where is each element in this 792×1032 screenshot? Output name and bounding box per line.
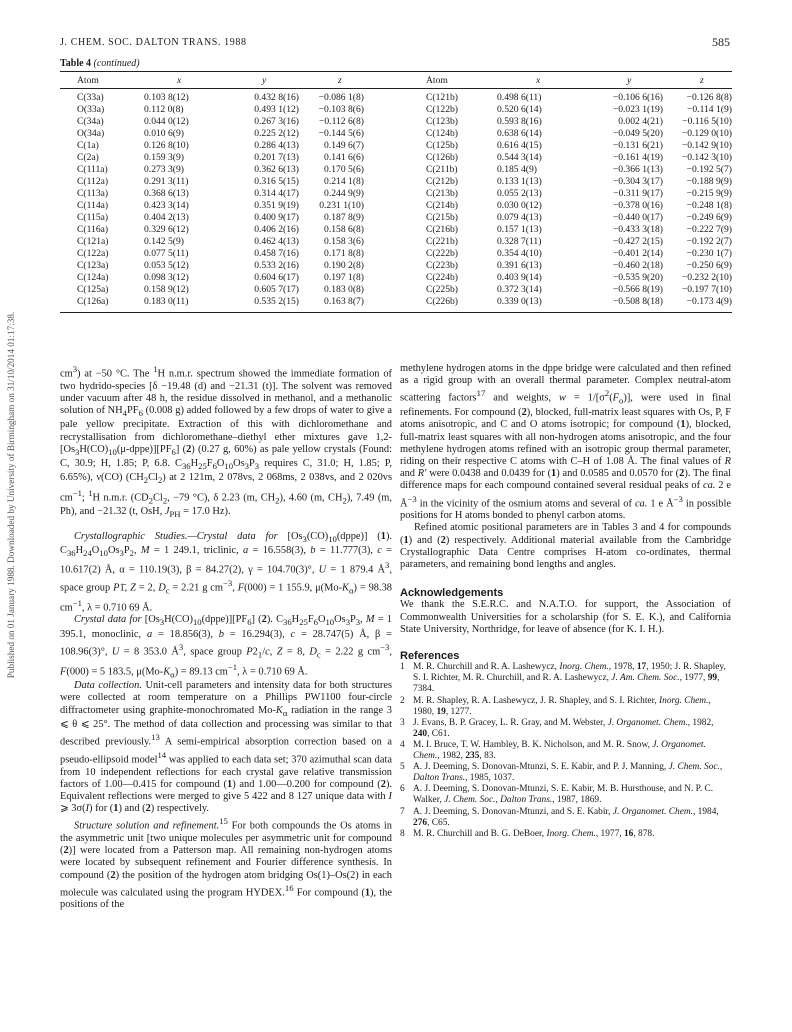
cell-left-z: −0.144 5(6) <box>318 128 364 140</box>
reference-item <box>400 807 731 829</box>
cell-left-atom: C(124a) <box>77 272 109 284</box>
cell-left-atom: C(116a) <box>77 224 109 236</box>
cell-left-atom: O(34a) <box>77 128 105 140</box>
col-y-right <box>575 92 663 308</box>
cell-right-z: −0.248 1(8) <box>686 200 732 212</box>
cell-right-atom: C(221b) <box>426 236 458 248</box>
cell-left-atom: C(121a) <box>77 236 109 248</box>
cell-left-x: 0.126 8(10) <box>144 140 189 152</box>
cell-right-z: −0.142 9(10) <box>681 140 732 152</box>
cell-left-z: 0.170 5(6) <box>324 164 364 176</box>
cell-right-z: −0.142 3(10) <box>681 152 732 164</box>
cell-left-y: 0.286 4(13) <box>254 140 299 152</box>
col-z-left <box>302 92 364 308</box>
cell-left-y: 0.432 8(16) <box>254 92 299 103</box>
cell-left-x: 0.010 6(9) <box>144 128 184 140</box>
cell-left-z: 0.141 6(6) <box>324 152 364 164</box>
cell-right-y: −0.049 5(20) <box>612 128 663 140</box>
cell-left-z: −0.112 6(8) <box>318 116 364 128</box>
th-atom-left: Atom <box>77 75 99 86</box>
reference-number: 1 <box>400 662 405 673</box>
cell-right-atom: C(211b) <box>426 164 458 176</box>
cell-left-z: 0.187 8(9) <box>324 212 364 224</box>
paragraph-structure-solution: Structure solution and refinement.$^{15}$ For both compounds the Os atoms in the asymmetric unit [two unique molecules per asymmetric unit for compound (2)] were located from a Patterson map. All remaining non-hydrogen atoms were located by subsequent refinement and Fourier difference synthesis. In compound (2) the position of the hydrogen atom bridging Os(1)–Os(2) in each molecule was calculated using the program HYDEX.$^{16}$ For compound (1), the positions of the <box>60 816 392 911</box>
download-watermark-text: Published on 01 January 1988. Downloaded by University of Birmingham on 31/10/2014 01:17:38. <box>6 311 16 679</box>
cell-right-z: −0.197 7(10) <box>681 284 732 296</box>
cell-right-z: −0.215 9(9) <box>686 188 732 200</box>
cell-left-x: 0.103 8(12) <box>144 92 189 103</box>
col-atom-right <box>426 92 458 308</box>
running-header: J. CHEM. SOC. DALTON TRANS. 1988 <box>60 37 247 48</box>
col-z-right <box>667 92 732 308</box>
reference-text: M. I. Bruce, T. W. Hambley, B. K. Nicholson, and M. R. Snow, J. Organomet. Chem., 1982, 235, 83. <box>413 739 706 762</box>
cell-left-z: 0.244 9(9) <box>324 188 364 200</box>
cell-right-atom: C(216b) <box>426 224 458 236</box>
cell-left-x: 0.183 0(11) <box>144 296 189 308</box>
cell-right-y: −0.106 6(16) <box>612 92 663 103</box>
cell-left-z: −0.086 1(8) <box>318 92 364 103</box>
acknowledgements-text: We thank the S.E.R.C. and N.A.T.O. for support, the Association of Commonwealth Universities for a scholarship (for S. E. K.), and California State University, Northridge, for leave of absence (for K. I. H.). <box>400 599 731 635</box>
cell-right-atom: C(212b) <box>426 176 458 188</box>
cell-right-y: −0.440 0(17) <box>612 212 663 224</box>
cell-left-atom: C(112a) <box>77 176 109 188</box>
cell-right-z: −0.116 5(10) <box>682 116 732 128</box>
cell-right-y: −0.311 9(17) <box>613 188 663 200</box>
th-y-right: y <box>627 75 632 86</box>
cell-right-atom: C(222b) <box>426 248 458 260</box>
cell-right-atom: C(121b) <box>426 92 458 103</box>
left-column <box>60 363 392 912</box>
reference-text: M. R. Shapley, R. A. Lashewycz, J. R. Shapley, and S. I. Richter, Inorg. Chem., 1980, 19, 1277. <box>413 695 711 717</box>
col-atom-left <box>77 92 108 308</box>
reference-item <box>400 829 731 840</box>
cell-right-y: −0.378 0(16) <box>612 200 663 212</box>
cell-right-x: 0.133 1(13) <box>497 176 542 188</box>
cell-left-atom: C(111a) <box>77 164 108 176</box>
cell-left-y: 0.406 2(16) <box>254 224 299 236</box>
reference-item <box>400 762 731 784</box>
cell-right-x: 0.354 4(10) <box>497 248 542 260</box>
cell-left-z: 0.149 6(7) <box>324 140 364 152</box>
cell-right-z: −0.232 2(10) <box>681 272 732 284</box>
cell-right-x: 0.157 1(13) <box>497 224 542 236</box>
cell-left-x: 0.159 3(9) <box>144 152 184 164</box>
cell-left-z: 0.197 1(8) <box>324 272 364 284</box>
reference-text: J. Evans, B. P. Gracey, L. R. Gray, and M. Webster, J. Organomet. Chem., 1982, 240, C61. <box>413 717 714 739</box>
cell-right-x: 0.544 3(14) <box>497 152 542 164</box>
page-number: 585 <box>712 35 730 49</box>
cell-right-z: −0.192 2(7) <box>686 236 732 248</box>
reference-number: 8 <box>400 828 405 839</box>
cell-left-z: 0.190 2(8) <box>324 260 364 272</box>
cell-left-y: 0.362 6(13) <box>254 164 299 176</box>
references-heading: References <box>400 650 460 663</box>
cell-right-y: −0.023 1(19) <box>612 104 663 116</box>
th-atom-right: Atom <box>426 75 448 86</box>
cell-left-x: 0.423 3(14) <box>144 200 189 212</box>
cell-left-x: 0.077 5(11) <box>144 248 189 260</box>
th-z-left: z <box>338 75 342 86</box>
cell-left-x: 0.273 3(9) <box>144 164 184 176</box>
cell-left-y: 0.201 7(13) <box>254 152 299 164</box>
cell-right-atom: C(223b) <box>426 260 458 272</box>
cell-right-x: 0.030 0(12) <box>497 200 542 212</box>
cell-left-z: 0.214 1(8) <box>324 176 364 188</box>
cell-right-z: −0.222 7(9) <box>686 224 732 236</box>
cell-right-atom: C(123b) <box>426 116 458 128</box>
table-caption <box>60 58 140 69</box>
cell-right-y: −0.304 3(17) <box>612 176 663 188</box>
cell-right-z: −0.188 9(9) <box>686 176 732 188</box>
cell-right-x: 0.328 7(11) <box>497 236 542 248</box>
cell-left-y: 0.604 6(17) <box>254 272 299 284</box>
cell-right-y: −0.131 6(21) <box>612 140 663 152</box>
cell-right-z: −0.249 6(9) <box>686 212 732 224</box>
reference-number: 6 <box>400 784 405 795</box>
table-header-rule <box>60 88 732 89</box>
cell-left-y: 0.535 2(15) <box>254 296 299 308</box>
paragraph-refined: Refined atomic positional parameters are in Tables 3 and 4 for compounds (1) and (2) respectively. Additional material available from the Cambridge Crystallographic Data Centre comprises H-atom co-ordinates, thermal parameters, and remaining bond lengths and angles. <box>400 522 732 571</box>
cell-left-x: 0.044 0(12) <box>144 116 189 128</box>
col-x-left <box>144 92 189 308</box>
col-x-right <box>497 92 542 308</box>
cell-right-z: −0.126 8(8) <box>686 92 732 103</box>
cell-right-y: −0.508 8(18) <box>612 296 663 308</box>
cell-left-atom: C(113a) <box>77 188 109 200</box>
cell-left-x: 0.098 3(12) <box>144 272 189 284</box>
cell-left-z: 0.183 0(8) <box>324 284 364 296</box>
cell-left-atom: C(125a) <box>77 284 109 296</box>
cell-right-y: 0.002 4(21) <box>618 116 663 128</box>
cell-left-x: 0.368 6(13) <box>144 188 189 200</box>
cell-left-y: 0.400 9(17) <box>254 212 299 224</box>
th-x-left: x <box>177 75 182 86</box>
cell-left-z: 0.231 1(10) <box>319 200 364 212</box>
paragraph-crystal-data-2: Crystal data for $[Os_3H(CO)_{10}(dppe)][PF_6]$ (2). $C_{36}H_{25}F_6O_{10}Os_3P_3$, M = 1 395.1, monoclinic, a = 18.856(3), b = 16.294(3), c = 28.747(5) Å, β = 108.96(3)°, U = 8 353.0 $Å^3$, space group $P2_1/c$, Z = 8, $D_c = 2.22$ g $cm^{-3}$, F(000) = 5 183.5, $\mu(Mo-K_\alpha) = 89.13$ $cm^{-1}$, λ = 0.710 69 Å. <box>60 614 392 680</box>
download-watermark <box>4 150 18 840</box>
cell-right-x: 0.593 8(16) <box>497 116 542 128</box>
reference-list <box>400 662 731 840</box>
th-y-left: y <box>262 75 267 86</box>
cell-right-x: 0.638 6(14) <box>497 128 542 140</box>
cell-right-x: 0.403 9(14) <box>497 272 542 284</box>
col-y-left <box>226 92 299 308</box>
cell-right-atom: C(126b) <box>426 152 458 164</box>
cell-right-atom: C(226b) <box>426 296 458 308</box>
cell-right-y: −0.433 3(18) <box>612 224 663 236</box>
cell-right-atom: C(124b) <box>426 128 458 140</box>
reference-item <box>400 784 731 806</box>
cell-right-z: −0.230 1(7) <box>686 248 732 260</box>
cell-left-y: 0.493 1(12) <box>254 104 299 116</box>
cell-right-z: −0.129 0(10) <box>681 128 732 140</box>
paragraph-data-collection: Data collection. Unit-cell parameters and intensity data for both structures were collected at room temperature on a Phillips PW1100 four-circle diffractometer using graphite-monochromated $Mo-K_\alpha$ radiation in the range 3 ⩽ θ ⩽ 25°. The method of data collection and processing was similar to that described previously.$^{13}$ A semi-empirical absorption correction based on a pseudo-ellipsoid model$^{14}$ was applied to each data set; 370 azimuthal scan data from 10 independent reflections for each crystal gave relative transmission factors of 1.00—0.415 for compound (1) and 1.00—0.200 for compound (2). Equivalent reflections were merged to give 5 422 and 8 127 unique data with I ⩾ 3σ(I) for (1) and (2) respectively. <box>60 680 392 815</box>
cell-right-z: −0.250 6(9) <box>686 260 732 272</box>
cell-left-y: 0.267 3(16) <box>254 116 299 128</box>
cell-left-z: −0.103 8(6) <box>318 104 364 116</box>
cell-left-z: 0.171 8(8) <box>324 248 364 260</box>
th-z-right: z <box>700 75 704 86</box>
cell-left-y: 0.462 4(13) <box>254 236 299 248</box>
cell-right-y: −0.161 4(19) <box>612 152 663 164</box>
reference-text: M. R. Churchill and R. A. Lashewycz, Inorg. Chem., 1978, 17, 1950; J. R. Shapley, S. I. Richter, M. R. Churchill, and R. A. Lashewycz, J. Am. Chem. Soc., 1977, 99, 7384. <box>413 662 726 695</box>
cell-left-atom: C(123a) <box>77 260 109 272</box>
cell-left-atom: C(115a) <box>77 212 109 224</box>
cell-left-x: 0.142 5(9) <box>144 236 184 248</box>
cell-right-z: −0.173 4(9) <box>686 296 732 308</box>
cell-right-z: −0.192 5(7) <box>686 164 732 176</box>
cell-left-x: 0.053 5(12) <box>144 260 189 272</box>
cell-right-atom: C(125b) <box>426 140 458 152</box>
cell-right-x: 0.185 4(9) <box>497 164 537 176</box>
table-bottom-rule <box>60 312 732 313</box>
cell-left-x: 0.404 2(13) <box>144 212 189 224</box>
right-column <box>400 363 731 840</box>
cell-right-x: 0.372 3(14) <box>497 284 542 296</box>
cell-left-atom: C(122a) <box>77 248 109 260</box>
reference-number: 7 <box>400 806 405 817</box>
cell-left-x: 0.158 9(12) <box>144 284 189 296</box>
reference-number: 5 <box>400 762 405 773</box>
cell-left-atom: C(2a) <box>77 152 99 164</box>
cell-left-x: 0.291 3(11) <box>144 176 189 188</box>
cell-left-z: 0.158 6(8) <box>324 224 364 236</box>
paragraph-continuation: methylene hydrogen atoms in the dppe bridge were calculated and then refined as a rigid group with an overall thermal parameter. Complex neutral-atom scattering factors$^{17}$ and weights, $w = 1/[\sigma^2(F_o)]$, were used in final refinements. For compound (2), blocked, full-matrix least squares with Os, P, F atoms anisotropic, and C and O atoms isotropic; for compound (1), blocked, full-matrix least squares with all non-hydrogen atoms anisotropic, and the four methylene hydrogen atoms refined with an isotropic group thermal parameter, riding on their respective C atoms with C–H of 1.08 Å. The final values of R and R′ were 0.0438 and 0.0439 for (1) and 0.0585 and 0.0570 for (2). The final difference maps for each compound contained several residual peaks of ca. 2 e $Å^{-3}$ in the vicinity of the osmium atoms and several of ca. 1 e $Å^{-3}$ in possible positions for H atoms bonded to phenyl carbon atoms. <box>400 363 732 522</box>
cell-left-y: 0.605 7(17) <box>254 284 299 296</box>
th-x-right: x <box>536 75 541 86</box>
cell-left-x: 0.112 0(8) <box>144 104 184 116</box>
reference-item <box>400 662 731 695</box>
cell-left-y: 0.458 7(16) <box>254 248 299 260</box>
cell-left-atom: C(34a) <box>77 116 104 128</box>
cell-right-x: 0.079 4(13) <box>497 212 542 224</box>
acknowledgements-heading: Acknowledgements <box>400 587 504 600</box>
cell-left-atom: C(114a) <box>77 200 109 212</box>
cell-left-z: 0.163 8(7) <box>324 296 364 308</box>
cell-right-x: 0.339 0(13) <box>497 296 542 308</box>
cell-right-y: −0.366 1(13) <box>612 164 663 176</box>
cell-left-y: 0.314 4(17) <box>254 188 299 200</box>
table-label: Table 4 <box>60 58 92 69</box>
cell-right-atom: C(215b) <box>426 212 458 224</box>
reference-text: A. J. Deeming, S. Donovan-Mtunzi, S. E. Kabir, and P. J. Manning, J. Chem. Soc., Dalton Trans., 1985, 1037. <box>413 762 723 784</box>
cell-right-atom: C(213b) <box>426 188 458 200</box>
paragraph-crystal-data-1: Crystallographic Studies.—Crystal data for $[Os_3(CO)_{10}(dppe)]$ (1). $C_{36}H_{24}O_{10}Os_3P_2$, M = 1 249.1, triclinic, a = 16.558(3), b = 11.777(3), c = 10.617(2) Å, α = 110.19(3), β = 84.27(2), γ = 104.70(3)°, U = 1 879.4 $Å^3$, space group P1̄, Z = 2, $D_c = 2.21$ g $cm^{-3}$, F(000) = 1 155.9, $\mu(Mo-K_\alpha) = 98.38$ $cm^{-1}$, λ = 0.710 69 Å. <box>60 530 393 614</box>
reference-text: M. R. Churchill and B. G. DeBoer, Inorg. Chem., 1977, 16, 878. <box>413 828 655 839</box>
cell-left-x: 0.329 6(12) <box>144 224 189 236</box>
cell-right-x: 0.055 2(13) <box>497 188 542 200</box>
table-caption-note: (continued) <box>93 58 140 69</box>
cell-right-atom: C(122b) <box>426 104 458 116</box>
cell-right-x: 0.498 6(11) <box>497 92 542 103</box>
reference-item <box>400 718 731 740</box>
cell-left-atom: O(33a) <box>77 104 105 116</box>
cell-right-atom: C(225b) <box>426 284 458 296</box>
cell-right-y: −0.460 2(18) <box>612 260 663 272</box>
cell-right-atom: C(214b) <box>426 200 458 212</box>
cell-right-y: −0.535 9(20) <box>612 272 663 284</box>
reference-item <box>400 696 731 718</box>
cell-left-z: 0.158 3(6) <box>324 236 364 248</box>
cell-right-z: −0.114 1(9) <box>686 104 732 116</box>
cell-left-y: 0.351 9(19) <box>254 200 299 212</box>
cell-left-y: 0.225 2(12) <box>254 128 299 140</box>
reference-number: 2 <box>400 695 405 706</box>
cell-right-x: 0.391 6(13) <box>497 260 542 272</box>
cell-right-x: 0.616 4(15) <box>497 140 542 152</box>
reference-item <box>400 740 731 762</box>
cell-left-atom: C(1a) <box>77 140 99 152</box>
paragraph-nmr: $cm^3$) at −50 °C. The $^1$H n.m.r. spectrum showed the immediate formation of two hydrido-species [δ −19.48 (d) and −21.31 (t)]. The solvent was removed under vacuum after 48 h, the residue dissolved in methanol, and a methanolic solution of $NH_4PF_6$ (0.008 g) added followed by a few drops of water to give a pale yellow precipitate. Extraction of this with dichloromethane and recrystallisation from dichloromethane–diethyl ether mixtures gave $1,2-[Os_3H(CO)_{10}(\mu-dppe)][PF_6]$ (2) (0.27 g, 60%) as pale yellow crystals (Found: C, 30.9; H, 1.85; P, 6.8. $C_{36}H_{25}F_6O_{10}Os_3P_3$ requires C, 31.0; H, 1.85; P, 6.65%), ν(CO) $(CH_2Cl_2)$ at 2 121m, 2 078vs, 2 068ms, 2 038vs, and 2 020vs $cm^{-1}$; $^1$H n.m.r. ($CD_2Cl_2$, −79 °C), δ 2.23 (m, $CH_2$), 4.60 (m, $CH_2$), 7.49 (m, Ph), and −21.32 (t, OsH, $J_{PH} = 17.0$ Hz). <box>60 364 392 520</box>
reference-number: 4 <box>400 739 405 750</box>
cell-right-atom: C(224b) <box>426 272 458 284</box>
cell-right-y: −0.566 8(19) <box>612 284 663 296</box>
cell-right-y: −0.427 2(15) <box>612 236 663 248</box>
cell-right-y: −0.401 2(14) <box>612 248 663 260</box>
reference-number: 3 <box>400 717 405 728</box>
reference-text: A. J. Deeming, S. Donovan-Mtunzi, S. E. Kabir, M. B. Hursthouse, and N. P. C. Walker, J. Chem. Soc., Dalton Trans., 1987, 1869. <box>413 784 714 806</box>
cell-left-atom: C(126a) <box>77 296 109 308</box>
cell-right-x: 0.520 6(14) <box>497 104 542 116</box>
cell-left-atom: C(33a) <box>77 92 104 103</box>
reference-text: A. J. Deeming, S. Donovan-Mtunzi, and S. E. Kabir, J. Organomet. Chem., 1984, 276, C65. <box>413 806 719 828</box>
cell-left-y: 0.316 5(15) <box>254 176 299 188</box>
cell-left-y: 0.533 2(16) <box>254 260 299 272</box>
table-top-rule <box>60 71 732 72</box>
